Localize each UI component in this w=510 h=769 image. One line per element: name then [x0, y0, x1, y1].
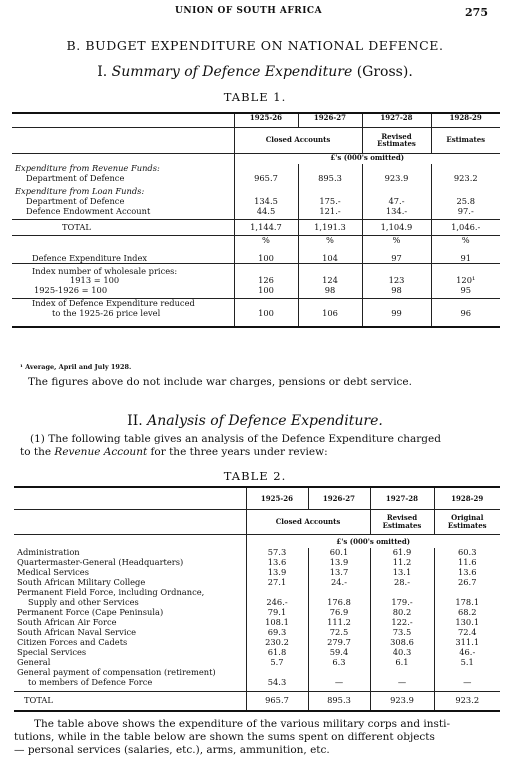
- t2-cell: 68.2: [434, 608, 500, 618]
- t2-cell: 40.3: [370, 648, 434, 658]
- t1-cell: 100: [234, 246, 298, 263]
- paragraph-closing: [14, 718, 504, 757]
- paragraph-analysis-intro: [20, 433, 500, 459]
- t2-cell: —: [308, 678, 370, 691]
- t2-year: 1927-28: [370, 487, 434, 509]
- t1-percent-sign: %: [234, 235, 298, 246]
- t2-cell: 122.-: [370, 618, 434, 628]
- t2-cell: 176.8: [308, 598, 370, 608]
- t1-reduced-label-2: to the 1925-26 price level: [12, 309, 234, 327]
- page-number: 275: [465, 6, 488, 19]
- running-title: UNION OF SOUTH AFRICA: [175, 6, 323, 16]
- t2-cell: 6.3: [308, 658, 370, 668]
- table-row: [12, 286, 500, 298]
- table-row: [14, 648, 500, 658]
- table-row: [14, 598, 500, 608]
- t2-year: 1925-26: [246, 487, 308, 509]
- t1-cell: 100: [234, 286, 298, 298]
- t1-cell: 123: [362, 276, 431, 286]
- t1-row-label: Department of Defence: [26, 174, 125, 183]
- paragraph-line: (1) The following table gives an analysis of the Defence Expenditure charged: [30, 433, 441, 445]
- t1-revised-estimates-header: Revised Estimates: [362, 127, 431, 153]
- t1-row-label: Defence Endowment Account: [26, 207, 151, 216]
- t2-cell: 73.5: [370, 628, 434, 638]
- t2-cell: 80.2: [370, 608, 434, 618]
- t2-row-label: South African Naval Service: [17, 628, 137, 637]
- table-row: [12, 197, 500, 207]
- revenue-account-term: Revenue Account: [54, 446, 148, 458]
- t2-cell: 5.7: [246, 658, 308, 668]
- t2-cell: 130.1: [434, 618, 500, 628]
- text-span: for the three years under review:: [147, 446, 328, 458]
- table-row: [14, 608, 500, 618]
- t2-cell: 72.5: [308, 628, 370, 638]
- t2-cell: 308.6: [370, 638, 434, 648]
- t2-cell: 24.-: [308, 578, 370, 588]
- t1-cell: 134.-: [362, 207, 431, 219]
- t2-cell: 13.9: [308, 558, 370, 568]
- t1-cell: 923.9: [362, 174, 431, 187]
- t1-row-label: Department of Defence: [26, 197, 125, 206]
- table-1-caption: TABLE 1.: [223, 90, 287, 104]
- running-header: [0, 6, 510, 22]
- paragraph-line: — personal services (salaries, etc.), arms, ammunition, etc.: [14, 744, 330, 756]
- t1-row-label: 1925-1926 = 100: [34, 286, 108, 295]
- t2-cell: 54.3: [246, 678, 308, 691]
- t1-cell: 98: [362, 286, 431, 298]
- t2-cell: 13.9: [246, 568, 308, 578]
- t2-unit-label: £'s (000's omitted): [246, 534, 500, 548]
- table-row: [14, 628, 500, 638]
- t1-unit-label: £'s (000's omitted): [234, 153, 500, 164]
- table-row: [14, 658, 500, 668]
- t1-cell: 120¹: [431, 276, 500, 286]
- t2-year: 1928-29: [434, 487, 500, 509]
- paragraph-figures-note: The figures above do not include war charges, pensions or debt service.: [28, 376, 412, 388]
- t1-cell: 100: [234, 309, 298, 327]
- t2-cell: 13.6: [246, 558, 308, 568]
- t1-cell: 104: [298, 246, 362, 263]
- t1-cell: 97.-: [431, 207, 500, 219]
- t1-cell: 175.-: [298, 197, 362, 207]
- t1-total-label: TOTAL: [12, 219, 234, 235]
- t1-estimates-header: Estimates: [431, 127, 500, 153]
- t2-cell: 59.4: [308, 648, 370, 658]
- t2-row-label: Administration: [17, 548, 80, 557]
- table-row: [14, 548, 500, 558]
- section-1-numeral: I.: [97, 64, 108, 80]
- t1-year: 1925-26: [234, 113, 298, 127]
- section-b-heading: B. BUDGET EXPENDITURE ON NATIONAL DEFENCE.: [66, 38, 444, 53]
- t2-cell: 13.6: [434, 568, 500, 578]
- t2-gp-label-2: to members of Defence Force: [28, 678, 153, 687]
- t1-revenue-heading: Expenditure from Revenue Funds:: [15, 164, 160, 173]
- t1-cell: 121.-: [298, 207, 362, 219]
- t2-cell: 61.9: [370, 548, 434, 558]
- table-1-footnote: ¹ Average, April and July 1928.: [20, 363, 132, 371]
- t1-cell: 96: [431, 309, 500, 327]
- t1-cell: 895.3: [298, 174, 362, 187]
- t1-reduced-label-1: Index of Defence Expenditure reduced: [12, 298, 234, 309]
- t1-cell: 1,046.-: [431, 219, 500, 235]
- t1-cell: 965.7: [234, 174, 298, 187]
- t1-cell: 91: [431, 246, 500, 263]
- t1-row-label: 1913 = 100: [70, 276, 120, 285]
- table-1: [12, 112, 500, 328]
- t2-cell: 178.1: [434, 598, 500, 608]
- paragraph-line: [20, 446, 500, 459]
- table-row: [12, 276, 500, 286]
- table-total-row: [14, 691, 500, 711]
- table-row: [12, 207, 500, 219]
- t2-cell: 76.9: [308, 608, 370, 618]
- t1-cell: 1,144.7: [234, 219, 298, 235]
- t2-cell: 923.9: [370, 691, 434, 711]
- t2-cell: 11.6: [434, 558, 500, 568]
- section-2-heading: [0, 413, 510, 429]
- t2-cell: 279.7: [308, 638, 370, 648]
- t2-cell: 179.-: [370, 598, 434, 608]
- t2-year: 1926-27: [308, 487, 370, 509]
- t2-cell: —: [434, 678, 500, 691]
- t2-cell: 28.-: [370, 578, 434, 588]
- table-row: [12, 174, 500, 187]
- section-1-suffix: (Gross).: [356, 64, 413, 80]
- t1-cell: 25.8: [431, 197, 500, 207]
- t2-pf-label-2: Supply and other Services: [28, 598, 139, 607]
- t1-percent-sign: %: [298, 235, 362, 246]
- t2-pf-label-1: Permanent Field Force, including Ordnance,: [17, 588, 205, 597]
- t2-cell: 923.2: [434, 691, 500, 711]
- section-2-title: Analysis of Defence Expenditure.: [147, 413, 383, 429]
- t2-row-label: Permanent Force (Cape Peninsula): [17, 608, 164, 617]
- t1-percent-sign: %: [431, 235, 500, 246]
- t2-original-estimates-header: Original Estimates: [434, 509, 500, 534]
- t2-gp-label-1: General payment of compensation (retirement): [17, 668, 216, 677]
- section-2-numeral: II.: [127, 413, 143, 429]
- t1-year: 1926-27: [298, 113, 362, 127]
- section-1-title: Summary of Defence Expenditure: [111, 64, 353, 80]
- t1-cell: 124: [298, 276, 362, 286]
- section-1-heading: [0, 64, 510, 80]
- t1-loan-heading: Expenditure from Loan Funds:: [15, 187, 145, 196]
- table-row: [14, 568, 500, 578]
- t1-cell: 1,104.9: [362, 219, 431, 235]
- t2-cell: 230.2: [246, 638, 308, 648]
- table-total-row: [12, 219, 500, 235]
- t2-cell: 11.2: [370, 558, 434, 568]
- t1-cell: 1,191.3: [298, 219, 362, 235]
- t2-cell: —: [370, 678, 434, 691]
- t2-cell: 79.1: [246, 608, 308, 618]
- t2-cell: 46.-: [434, 648, 500, 658]
- t2-revised-estimates-header: Revised Estimates: [370, 509, 434, 534]
- t1-cell: 97: [362, 246, 431, 263]
- t2-row-label: Special Services: [17, 648, 87, 657]
- t2-closed-accounts-header: Closed Accounts: [246, 509, 370, 534]
- t1-row-label: Defence Expenditure Index: [32, 252, 148, 263]
- t2-cell: 895.3: [308, 691, 370, 711]
- t1-cell: 47.-: [362, 197, 431, 207]
- t2-cell: 5.1: [434, 658, 500, 668]
- t2-row-label: General: [17, 658, 51, 667]
- t2-cell: 311.1: [434, 638, 500, 648]
- t1-cell: 134.5: [234, 197, 298, 207]
- t1-cell: 106: [298, 309, 362, 327]
- t2-cell: 60.1: [308, 548, 370, 558]
- text-span: to the: [20, 446, 55, 458]
- t2-row-label: Quartermaster-General (Headquarters): [17, 558, 184, 567]
- t2-row-label: South African Military College: [17, 578, 146, 587]
- table-row: [14, 638, 500, 648]
- t2-cell: 6.1: [370, 658, 434, 668]
- table-row: [14, 618, 500, 628]
- table-row: [14, 578, 500, 588]
- t2-cell: 965.7: [246, 691, 308, 711]
- t2-total-label: TOTAL: [14, 691, 246, 711]
- t1-year: 1927-28: [362, 113, 431, 127]
- table-2: [14, 486, 500, 712]
- t1-cell: 923.2: [431, 174, 500, 187]
- table-row: [12, 246, 500, 263]
- t1-year: 1928-29: [431, 113, 500, 127]
- t2-cell: 13.1: [370, 568, 434, 578]
- t1-cell: 95: [431, 286, 500, 298]
- table-2-caption: TABLE 2.: [223, 469, 287, 483]
- t2-cell: 60.3: [434, 548, 500, 558]
- t2-row-label: Medical Services: [17, 568, 89, 577]
- t2-cell: 108.1: [246, 618, 308, 628]
- t2-row-label: South African Air Force: [17, 618, 117, 627]
- t1-cell: 44.5: [234, 207, 298, 219]
- t1-cell: 126: [234, 276, 298, 286]
- t2-cell: 72.4: [434, 628, 500, 638]
- t1-closed-accounts-header: Closed Accounts: [234, 127, 362, 153]
- paragraph-line: The table above shows the expenditure of the various military corps and insti-: [34, 718, 451, 730]
- t2-cell: 13.7: [308, 568, 370, 578]
- t1-cell: 98: [298, 286, 362, 298]
- table-row: [12, 309, 500, 327]
- t2-cell: 69.3: [246, 628, 308, 638]
- t1-cell: 99: [362, 309, 431, 327]
- t1-wholesale-heading: Index number of wholesale prices:: [12, 263, 234, 276]
- t2-cell: 27.1: [246, 578, 308, 588]
- t1-percent-sign: %: [362, 235, 431, 246]
- t2-cell: 246.-: [246, 598, 308, 608]
- t2-cell: 61.8: [246, 648, 308, 658]
- table-row: [14, 678, 500, 691]
- t2-row-label: Citizen Forces and Cadets: [17, 638, 128, 647]
- t2-cell: 111.2: [308, 618, 370, 628]
- table-row: [14, 558, 500, 568]
- t2-cell: 26.7: [434, 578, 500, 588]
- t2-cell: 57.3: [246, 548, 308, 558]
- paragraph-line: tutions, while in the table below are shown the sums spent on different objects: [14, 731, 435, 743]
